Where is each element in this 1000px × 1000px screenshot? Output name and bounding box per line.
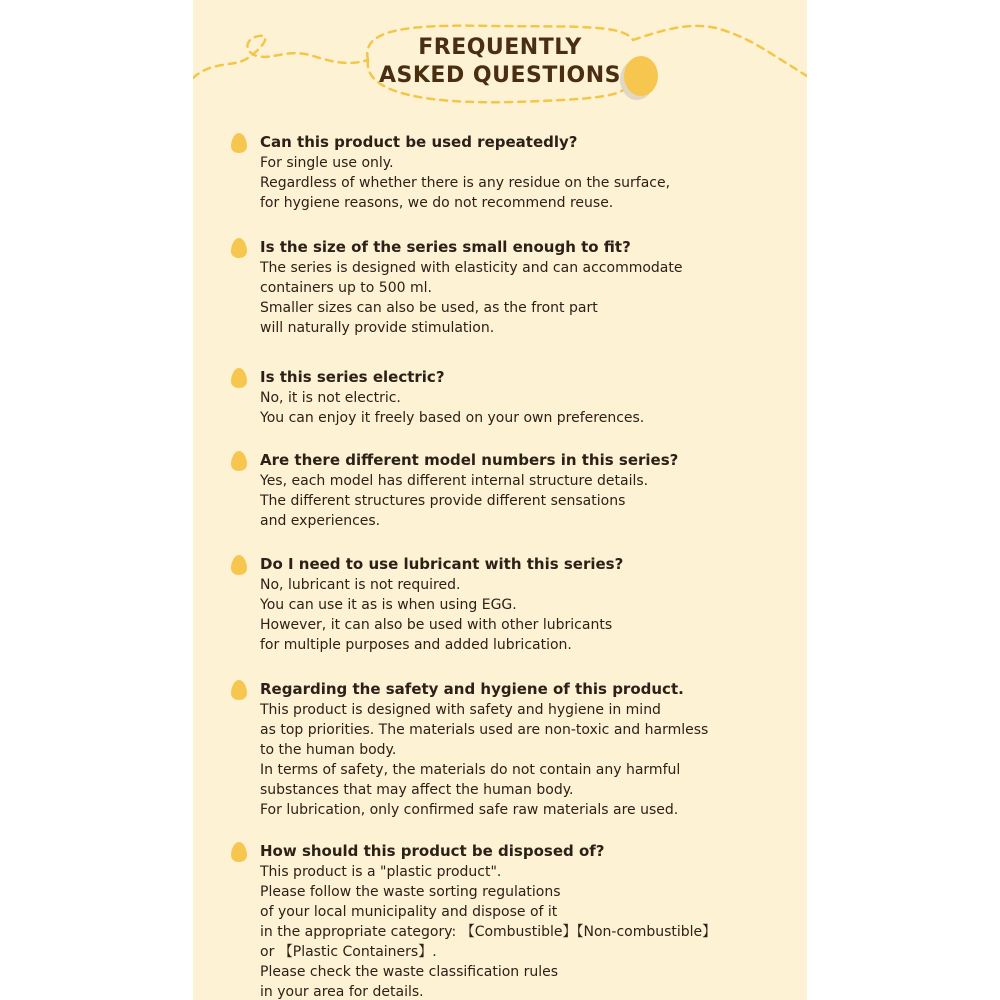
faq-answer-line: You can use it as is when using EGG.	[260, 597, 517, 613]
title-line-2: ASKED QUESTIONS	[379, 63, 621, 88]
faq-answer-line: and experiences.	[260, 513, 381, 529]
faq-answer	[260, 258, 682, 338]
faq-answer-line: The series is designed with elasticity and can accommodate	[260, 260, 683, 276]
faq-answer-line: Smaller sizes can also be used, as the front part	[260, 300, 598, 316]
faq-answer-line: However, it can also be used with other lubricants	[260, 617, 613, 633]
faq-answer	[260, 471, 648, 531]
faq-answer-line: Please follow the waste sorting regulations	[260, 884, 561, 900]
faq-answer-line: containers up to 500 ml.	[260, 280, 432, 296]
faq-answer-line: for hygiene reasons, we do not recommend reuse.	[260, 195, 614, 211]
egg-bullet-icon	[230, 554, 248, 576]
egg-bullet-icon	[230, 450, 248, 472]
egg-bullet-icon	[230, 132, 248, 154]
faq-answer-line: as top priorities. The materials used are non-toxic and harmless	[260, 722, 709, 738]
faq-header	[193, 0, 807, 120]
faq-answer	[260, 388, 644, 428]
faq-answer-line: will naturally provide stimulation.	[260, 320, 495, 336]
faq-question: Is this series electric?	[260, 368, 445, 386]
egg-bullet-icon	[230, 679, 248, 701]
faq-answer	[260, 575, 612, 655]
egg-bullet-icon	[230, 237, 248, 259]
faq-answer-line: Regardless of whether there is any residue on the surface,	[260, 175, 671, 191]
egg-bullet-icon	[230, 841, 248, 863]
faq-question: Regarding the safety and hygiene of this product.	[260, 680, 684, 698]
faq-answer-line: to the human body.	[260, 742, 397, 758]
title-line-1: FREQUENTLY	[418, 35, 582, 60]
faq-answer-line: You can enjoy it freely based on your own preferences.	[260, 410, 645, 426]
faq-answer-line: Please check the waste classification rules	[260, 964, 559, 980]
faq-answer	[260, 153, 670, 213]
faq-answer-line: in your area for details.	[260, 984, 424, 1000]
faq-answer-line: For single use only.	[260, 155, 394, 171]
page-title	[193, 34, 807, 90]
faq-answer-line: Yes, each model has different internal structure details.	[260, 473, 649, 489]
faq-answer	[260, 700, 708, 820]
faq-question: Is the size of the series small enough to fit?	[260, 238, 631, 256]
faq-answer-line: for multiple purposes and added lubrication.	[260, 637, 572, 653]
faq-answer-line: in the appropriate category: 【Combustible】【Non-combustible】	[260, 924, 717, 940]
egg-bullet-icon	[230, 367, 248, 389]
faq-question: Are there different model numbers in this series?	[260, 451, 679, 469]
faq-question: Do I need to use lubricant with this series?	[260, 555, 624, 573]
faq-question: How should this product be disposed of?	[260, 842, 605, 860]
faq-answer-line: substances that may affect the human body.	[260, 782, 574, 798]
faq-answer-line: No, it is not electric.	[260, 390, 401, 406]
faq-question: Can this product be used repeatedly?	[260, 133, 578, 151]
faq-page	[193, 0, 807, 1000]
faq-answer-line: No, lubricant is not required.	[260, 577, 461, 593]
faq-answer	[260, 862, 716, 1000]
faq-answer-line: For lubrication, only confirmed safe raw materials are used.	[260, 802, 679, 818]
faq-answer-line: This product is designed with safety and hygiene in mind	[260, 702, 661, 718]
faq-answer-line: The different structures provide different sensations	[260, 493, 626, 509]
faq-answer-line: This product is a "plastic product".	[260, 864, 502, 880]
faq-answer-line: of your local municipality and dispose of it	[260, 904, 558, 920]
faq-answer-line: In terms of safety, the materials do not contain any harmful	[260, 762, 681, 778]
faq-answer-line: or 【Plastic Containers】.	[260, 944, 437, 960]
